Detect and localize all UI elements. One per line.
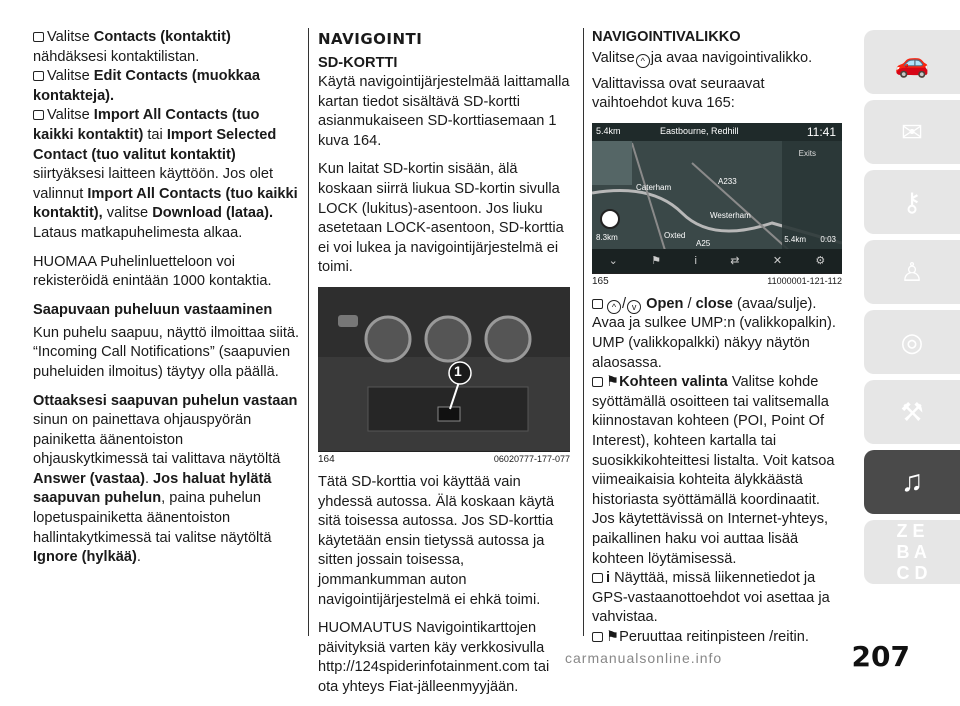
figure-164-caption: 164 06020777-177-077 <box>318 451 570 465</box>
tab-key[interactable] <box>864 170 960 234</box>
checkbox-icon <box>592 573 603 583</box>
tab-steering[interactable] <box>864 310 960 374</box>
tab-multimedia[interactable] <box>864 450 960 514</box>
figure-164-photo <box>318 287 570 451</box>
wrench-icon: ⚒ <box>900 396 924 427</box>
heading-nav-menu: NAVIGOINTIVALIKKO <box>592 29 741 45</box>
airbag-icon: ♙ <box>900 256 924 287</box>
flag-cancel-icon: ⚑ <box>606 628 620 645</box>
chevron-down-icon: v <box>627 300 641 314</box>
cancel-route-icon: ✕ <box>772 255 783 268</box>
nav-place-westerham: Westerham <box>710 210 751 220</box>
nav-place-caterham: Caterham <box>636 182 672 192</box>
checkbox-icon <box>592 299 603 309</box>
chevron-up-icon: ^ <box>607 300 621 314</box>
tab-airbag[interactable] <box>864 240 960 304</box>
bullet-contacts: Valitse Contacts (kontaktit) nähdäksesi kontaktilistan. <box>33 29 231 65</box>
steering-wheel-icon: ◎ <box>900 326 924 357</box>
item-open-close: ^ / v Open / close (avaa/sulje). Avaa ja sulkee UMP:n (valikkopalkin). UMP (valikkopalkki) näkyy näytön alaosassa. <box>592 295 836 371</box>
chevron-up-icon: ^ <box>636 54 650 68</box>
nav-exits: Exits <box>798 148 816 158</box>
checkbox-icon <box>33 32 44 42</box>
info-icon: i <box>694 254 697 267</box>
nav-menu-intro: Valitse ^ ja avaa navigointivalikko. <box>592 50 813 66</box>
sd-card-text-2: Kun laitat SD-kortin sisään, älä koskaan siirrä liukua SD-kortin sivulla LOCK (lukitus)-asentoon. Jos liuku asetetaan LOCK-asentoon, SD-korttia ei voi lukea ja navigointijärjestelmä ei toimi. <box>318 161 564 276</box>
bullet-import-contacts: Valitse Import All Contacts (tuo kaikki kontaktit) tai Import Selected Contact (tuo valitut kontaktit) siirtyäksesi laitteen käyttöön. Jos olet valinnut Import All Contacts (tuo kaikki kontaktit), valitse Download (lataa). Lataus matkapuhelimesta alkaa. <box>33 107 298 241</box>
answer-call-text: Ottaaksesi saapuvan puhelun vastaan sinun on painettava ohjauspyörän painiketta äänentoiston ohjauskytkimessä tai valittava näytöltä Answer (vastaa). Jos haluat hylätä saapuvan puhelun, paina puhelun lopetuspainiketta äänentoiston hallintakytkimessä tai valitse näytöltä Ignore (hylkää). <box>33 392 298 566</box>
nav-distance: 5.4km <box>596 125 621 136</box>
nav-place-oxted: Oxted <box>664 230 686 240</box>
tab-index[interactable] <box>864 520 960 584</box>
nav-stat-2: 5.4km <box>784 234 806 244</box>
checkbox-icon <box>33 110 44 120</box>
nav-stat-1: 8.3km <box>596 232 618 242</box>
multimedia-icon: ♫ <box>900 465 924 498</box>
heading-sd-card: SD-KORTTI <box>318 55 398 71</box>
key-icon: ⚷ <box>902 186 922 217</box>
nav-menu-options-intro: Valittavissa ovat seuraavat vaihtoehdot kuva 165: <box>592 75 765 112</box>
tab-car[interactable] <box>864 30 960 94</box>
flag-icon: ⚑ <box>606 374 620 391</box>
tab-warning-lights[interactable] <box>864 100 960 164</box>
page-number: 207 <box>851 640 910 673</box>
item-cancel-route: ⚑Peruuttaa reitinpisteen /reitin. <box>592 628 842 648</box>
nav-road-name: Eastbourne, Redhill <box>660 125 739 136</box>
sd-card-text-3: Tätä SD-korttia voi käyttää vain yhdessä autossa. Älä koskaan käytä sitä toisessa autossa. Jos SD-korttia käytetään ensin tietyssä autossa ja sitten jossain toisessa, jommankumman auton navigointijärjestelmä ei ehkä toimi. <box>318 473 555 608</box>
item-info: i Näyttää, missä liikennetiedot ja GPS-vastaanottoehdot voi asettaa ja vahvistaa. <box>592 570 830 626</box>
nav-stat-3: 0:03 <box>820 234 836 244</box>
nav-road-a233: A233 <box>718 176 737 186</box>
column-divider <box>583 28 584 636</box>
item-destination: ⚑Kohteen valinta Valitse kohde syöttämällä osoitteen tai valitsemalla kiinnostavan kohteen (POI, Point Of Interest), kohteen kartalla tai suosikkikohteittesi listalta. Voit katsoa viimeaikaisia kohteita älykkäästä historiasta syöttämällä koordinaatit. Jos käytettävissä on Internet-yhteys, paikallinen haku voi auttaa lisää kohteen löytämisessä. <box>592 374 835 567</box>
checkbox-icon <box>33 71 44 81</box>
tab-service[interactable] <box>864 380 960 444</box>
callout-1: 1 <box>454 362 462 379</box>
column-divider <box>308 28 309 636</box>
menu-close-icon: ⌄ <box>608 255 618 268</box>
column-left <box>33 28 301 577</box>
chapter-sidebar <box>864 30 960 590</box>
map-update-note: HUOMAUTUS Navigointikarttojen päivityksiä varten käy verkkosivulla http://124spiderinfotainment.com tai ota yhteys Fiat-jälleenmyyjään. <box>318 620 550 695</box>
warning-lights-icon: ✉ <box>901 116 923 147</box>
settings-icon: ⚙ <box>815 255 826 268</box>
watermark: carmanualsonline.info <box>565 650 723 666</box>
route-icon: ⇄ <box>730 255 740 268</box>
heading-incoming-call: Saapuvaan puheluun vastaaminen <box>33 301 273 318</box>
column-middle <box>318 28 570 706</box>
figure-165-navigation-screen <box>592 123 842 273</box>
column-right <box>592 28 842 647</box>
destination-icon: ⚑ <box>651 255 662 268</box>
car-icon: 🚗 <box>894 46 930 78</box>
figure-165-caption: 165 11000001-121-112 <box>592 273 842 287</box>
nav-road-a25: A25 <box>696 238 711 248</box>
nav-clock: 11:41 <box>806 124 836 139</box>
section-title-navigation: NAVIGOINTI <box>318 30 423 48</box>
checkbox-icon <box>592 377 603 387</box>
index-icon: Z E B A C D <box>896 520 928 583</box>
sd-card-text-1: Käytä navigointijärjestelmää laittamalla kartan tiedot sisältävä SD-kortti asianmukaiseen SD-korttiasemaan 1 kuva 164. <box>318 74 570 149</box>
incoming-call-text: Kun puhelu saapuu, näyttö ilmoittaa siitä. “Incoming Call Notifications” (saapuvien puheluiden ilmoitus) täytyy olla päällä. <box>33 324 300 380</box>
nav-menu-bar <box>592 249 842 273</box>
bullet-edit-contacts: Valitse Edit Contacts (muokkaa kontakteja). <box>33 68 261 104</box>
checkbox-icon <box>592 632 603 642</box>
dashboard-sd-slot-illustration <box>318 287 570 451</box>
note-phonebook: HUOMAA Puhelinluetteloon voi rekisteröidä enintään 1000 kontaktia. <box>33 253 272 290</box>
